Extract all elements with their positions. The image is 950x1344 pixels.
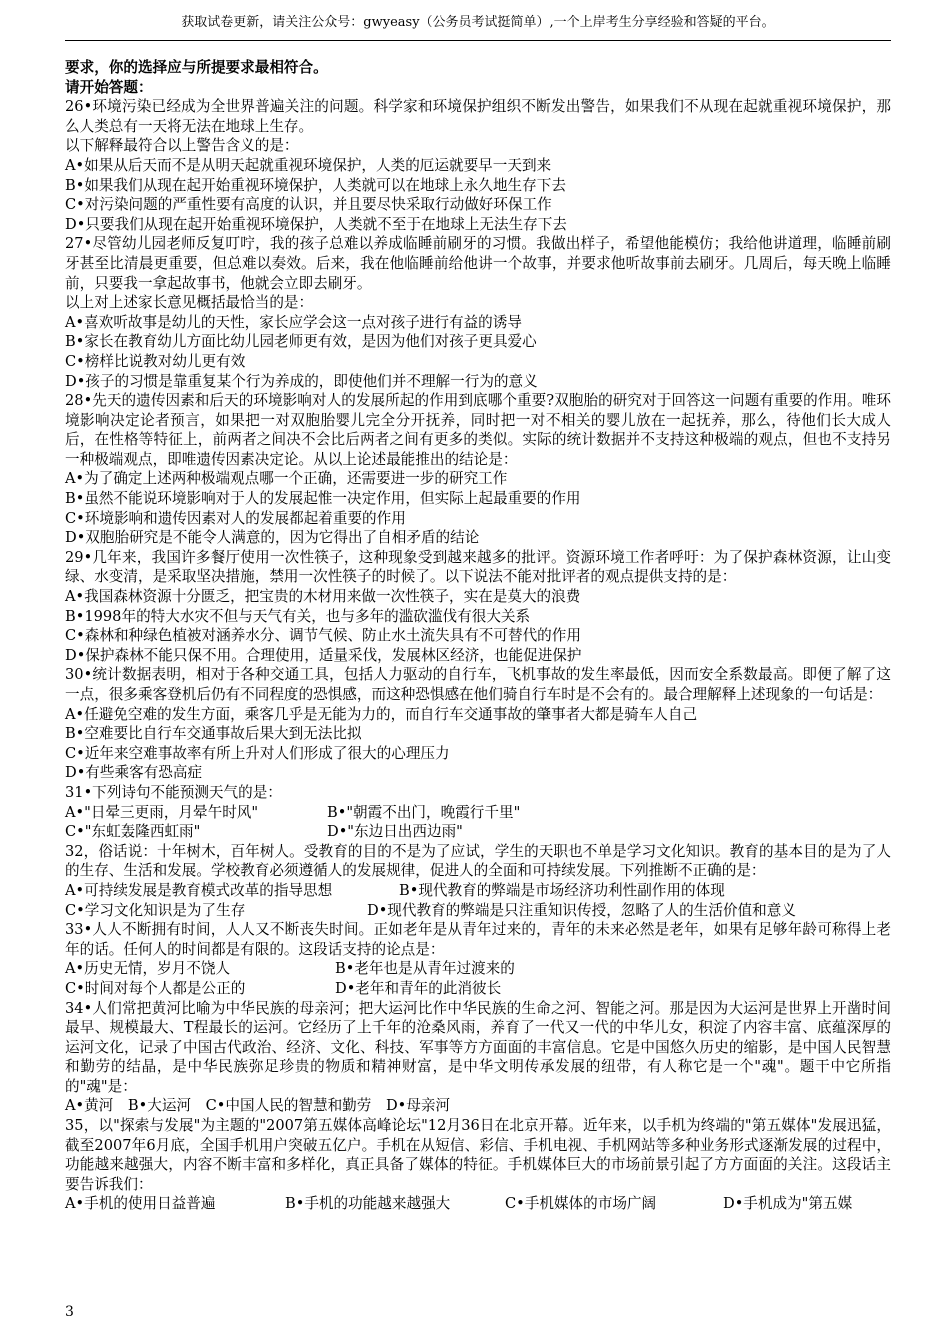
option-d: D•只要我们从现在起开始重视环境保护，人类就不至于在地球上无法生存下去 bbox=[65, 215, 567, 233]
question-31 bbox=[65, 783, 891, 842]
option-c: C•学习文化知识是为了生存 bbox=[65, 901, 246, 919]
option-a: A•历史无情，岁月不饶人 bbox=[65, 960, 231, 978]
header-divider bbox=[65, 40, 891, 41]
option-c: C•对污染问题的严重性要有高度的认识，并且要尽快采取行动做好环保工作 bbox=[65, 196, 552, 214]
option-row bbox=[65, 881, 891, 901]
question-26 bbox=[65, 97, 891, 234]
option-c: C•时间对每个人都是公正的 bbox=[65, 979, 246, 997]
question-35 bbox=[65, 1116, 891, 1214]
question-stem: 29•几年来，我国许多餐厅使用一次性筷子，这种现象受到越来越多的批评。资源环境工作者呼吁：为了保护森林资源，让山变绿、水变清，是采取坚决措施，禁用一次性筷子的时候了。以下说法不能对批评者的观点提供支持的是： bbox=[65, 548, 891, 586]
question-prompt: 以上对上述家长意见概括最恰当的是： bbox=[65, 294, 314, 312]
option-c: C•近年来空难事故率有所上升对人们形成了很大的心理压力 bbox=[65, 744, 450, 762]
option-d: D•现代教育的弊端是只注重知识传授，忽略了人的生活价值和意义 bbox=[367, 901, 796, 919]
option-b: B•老年也是从青年过渡来的 bbox=[335, 960, 515, 978]
option-a: A•喜欢听故事是幼儿的天性，家长应学会这一点对孩子进行有益的诱导 bbox=[65, 313, 522, 331]
option-c: C•森林和种绿色植被对涵养水分、调节气候、防止水土流失具有不可替代的作用 bbox=[65, 627, 581, 645]
question-28 bbox=[65, 391, 891, 548]
option-c: C•榜样比说教对幼儿更有效 bbox=[65, 352, 246, 370]
option-d: D•孩子的习惯是靠重复某个行为养成的，即使他们并不理解一行为的意义 bbox=[65, 372, 538, 390]
option-c: C•环境影响和遗传因素对人的发展都起着重要的作用 bbox=[65, 509, 406, 527]
option-b: B•现代教育的弊端是市场经济功利性副作用的体现 bbox=[399, 881, 725, 899]
question-stem: 31•下列诗句不能预测天气的是： bbox=[65, 783, 282, 801]
option-row bbox=[65, 959, 891, 979]
option-b: B•空难要比自行车交通事故后果大到无法比拟 bbox=[65, 725, 362, 743]
intro-start: 请开始答题： bbox=[65, 78, 153, 96]
option-a: A•我国森林资源十分匮乏，把宝贵的木材用来做一次性筷子，实在是莫大的浪费 bbox=[65, 588, 581, 606]
option-d: D•老年和青年的此消彼长 bbox=[335, 979, 502, 997]
option-d: D•手机成为"第五媒 bbox=[723, 1195, 853, 1213]
question-stem: 28•先天的遗传因素和后天的环境影响对人的发展所起的作用到底哪个重要?双胞胎的研究对于回答这一问题有重要的作用。唯环境影响决定论者预言，如果把一对双胞胎婴儿完全分开抚养，同时把一对不相关的婴儿放在一起抚养，那么，待他们长大成人后，在性格等特征上，前两者之间决不会比后两者之间有更多的类似。实际的统计数据并不支持这种极端的观点，但也不支持另一种极端观点，即唯遗传因素决定论。从以上论述最能推出的结论是： bbox=[65, 392, 891, 468]
page-number: 3 bbox=[65, 1304, 74, 1320]
option-row bbox=[65, 803, 891, 823]
question-stem: 33•人人不断拥有时间，人人又不断丧失时间。正如老年是从青年过来的，青年的未来必然是老年，如果有足够年龄可称得上老年的话。任何人的时间都是有限的。这段话支持的论点是： bbox=[65, 921, 891, 958]
question-stem: 30•统计数据表明，相对于各种交通工具，包括人力驱动的自行车，飞机事故的发生率最低，因而安全系数最高。即便了解了这一点，很多乘客登机后仍有不同程度的恐惧感，而这种恐惧感在他们骑自行车时是不会有的。最合理解释上述现象的一句话是： bbox=[65, 666, 891, 703]
intro-requirement: 要求，你的选择应与所提要求最相符合。 bbox=[65, 59, 328, 76]
option-c: C•手机媒体的市场广阔 bbox=[505, 1195, 657, 1213]
exam-content bbox=[65, 58, 891, 1214]
option-b: B•手机的功能越来越强大 bbox=[285, 1195, 451, 1213]
question-29 bbox=[65, 548, 891, 666]
question-30 bbox=[65, 665, 891, 783]
option-c: C•"东虹轰隆西虹雨" bbox=[65, 823, 201, 841]
options-inline: A•黄河 B•大运河 C•中国人民的智慧和勤劳 D•母亲河 bbox=[65, 1097, 451, 1115]
option-a: A•如果从后天而不是从明天起就重视环境保护，人类的厄运就要早一天到来 bbox=[65, 156, 552, 174]
option-a: A•手机的使用日益普遍 bbox=[65, 1195, 216, 1213]
option-row bbox=[65, 979, 891, 999]
question-stem: 32，俗话说：十年树木，百年树人。受教育的目的不是为了应试，学生的天职也不单是学习文化知识。教育的基本目的是为了人的生存、生活和发展。学校教育必须遵循人的发展规律，促进人的全面和可持续发展。下列推断不正确的是： bbox=[65, 842, 891, 880]
option-b: B•家长在教育幼儿方面比幼儿园老师更有效，是因为他们对孩子更具爱心 bbox=[65, 333, 537, 351]
option-b: B•"朝霞不出门，晚霞行千里" bbox=[327, 803, 521, 821]
option-a: A•"日晕三更雨，月晕午时风" bbox=[65, 803, 259, 821]
option-b: B•1998年的特大水灾不但与天气有关，也与多年的滥砍滥伐有很大关系 bbox=[65, 607, 531, 625]
question-stem: 35，以"探索与发展"为主题的"2007第五媒体高峰论坛"12月36日在北京开幕。近年来，以手机为终端的"第五媒体"发展迅猛，截至2007年6月底，全国手机用户突破五亿户。手机在从短信、彩信、手机电视、手机网站等多种业务形式逐渐发展的过程中，功能越来越强大，内容不断丰富和多样化，真正具备了媒体的特征。手机媒体巨大的市场前景引起了方方面面的关注。这段话主要告诉我们： bbox=[65, 1117, 891, 1193]
question-stem: 34•人们常把黄河比喻为中华民族的母亲河；把大运河比作中华民族的生命之河、智能之河。那是因为大运河是世界上开凿时间最早、规模最大、T程最长的运河。它经历了上千年的沧桑风雨，养育了一代又一代的中华儿女，积淀了内容丰富、底蕴深厚的运河文化，记录了中国古代政治、经济、文化、科技、军事等方方面面的丰富信息。它是中国悠久历史的缩影，是中国人民智慧和勤劳的结晶，是中华民族弥足珍贵的物质和精神财富，是中华文明传承发展的纽带，有人称它是一个"魂"。题干中它所指的"魂"是： bbox=[65, 999, 891, 1095]
option-a: A•可持续发展是教育模式改革的指导思想 bbox=[65, 881, 333, 899]
question-33 bbox=[65, 920, 891, 998]
option-d: D•"东边日出西边雨" bbox=[327, 823, 463, 841]
option-row bbox=[65, 1194, 891, 1214]
option-d: D•有些乘客有恐高症 bbox=[65, 764, 203, 782]
question-stem: 26•环境污染已经成为全世界普遍关注的问题。科学家和环境保护组织不断发出警告，如果我们不从现在起就重视环境保护，那么人类总有一天将无法在地球上生存。 bbox=[65, 98, 891, 135]
option-d: D•保护森林不能只保不用。合理使用，适量采伐，发展林区经济，也能促进保护 bbox=[65, 646, 582, 664]
option-b: B•虽然不能说环境影响对于人的发展起惟一决定作用，但实际上起最重要的作用 bbox=[65, 490, 581, 508]
option-a: A•为了确定上述两种极端观点哪一个正确，还需要进一步的研究工作 bbox=[65, 470, 508, 488]
header-note: 获取试卷更新，请关注公众号：gwyeasy（公务员考试挺简单）,一个上岸考生分享经验和答疑的平台。 bbox=[181, 15, 775, 30]
question-32 bbox=[65, 842, 891, 920]
option-b: B•如果我们从现在起开始重视环境保护，人类就可以在地球上永久地生存下去 bbox=[65, 176, 566, 194]
option-row bbox=[65, 822, 891, 842]
option-row bbox=[65, 901, 891, 921]
question-34 bbox=[65, 999, 891, 1117]
question-stem: 27•尽管幼儿园老师反复叮咛，我的孩子总难以养成临睡前刷牙的习惯。我做出样子，希望他能模仿；我给他讲道理，临睡前刷牙甚至比清晨更重要，但总难以奏效。后来，我在他临睡前给他讲一个故事，并要求他听故事前去刷牙。几周后，每天晚上临睡前，只要我一拿起故事书，他就会立即去刷牙。 bbox=[65, 235, 891, 292]
question-prompt: 以下解释最符合以上警告含义的是： bbox=[65, 137, 299, 155]
option-d: D•双胞胎研究是不能令人满意的，因为它得出了自相矛盾的结论 bbox=[65, 529, 480, 547]
question-27 bbox=[65, 234, 891, 391]
option-a: A•任避免空难的发生方面，乘客几乎是无能为力的，而自行车交通事故的肇事者大都是骑车人自己 bbox=[65, 705, 698, 723]
